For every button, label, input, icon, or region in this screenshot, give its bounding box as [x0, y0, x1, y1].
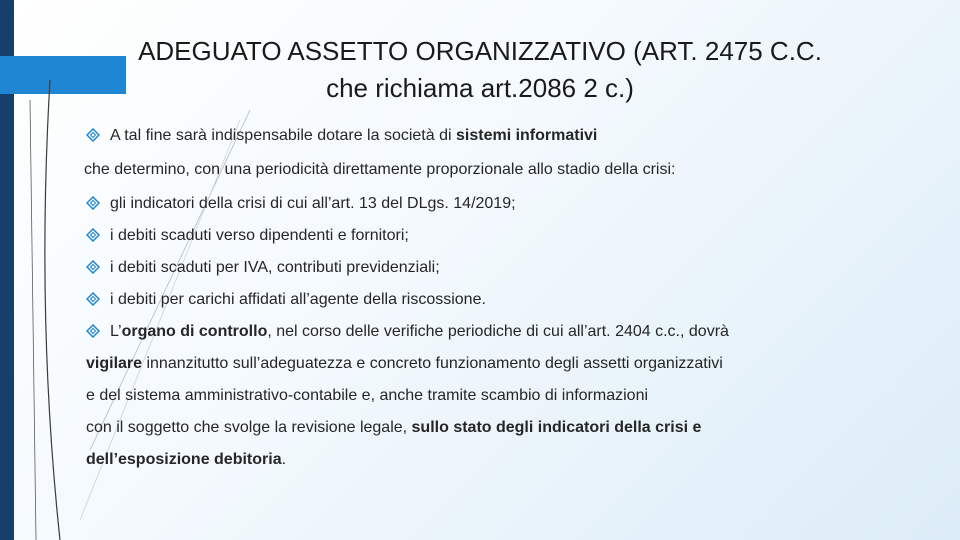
paragraph-2-bold: organo di controllo: [121, 323, 268, 340]
paragraph-1-cont-text: che determino, con una periodicità direttamente proporzionale allo stadio della crisi:: [84, 161, 676, 178]
diamond-outline-icon: [86, 128, 100, 142]
paragraph-2-text: .: [281, 451, 287, 468]
paragraph-2-text: e del sistema amministrativo-contabile e, anche tramite scambio di informazioni: [86, 387, 649, 404]
paragraph-2-bold: sullo stato degli indicatori della crisi e: [411, 419, 702, 436]
diamond-outline-icon: [86, 292, 100, 306]
list-item-text: i debiti scaduti verso dipendenti e fornitori;: [110, 227, 409, 244]
slide-body: [86, 120, 926, 476]
diamond-outline-icon: [86, 324, 100, 338]
list-item-text: i debiti scaduti per IVA, contributi previdenziali;: [110, 259, 440, 276]
paragraph-2-bold: dell’esposizione debitoria: [86, 451, 282, 468]
paragraph-2-text: con il soggetto che svolge la revisione legale,: [86, 419, 412, 436]
title-line-1: ADEGUATO ASSETTO ORGANIZZATIVO (ART. 2475 C.C.: [138, 36, 822, 66]
paragraph-2-text: L’: [110, 323, 122, 340]
list-item: [86, 252, 926, 284]
title-line-2: che richiama art.2086 2 c.): [326, 73, 634, 103]
paragraph-2-text: innanzitutto sull’adeguatezza e concreto funzionamento degli assetti organizzativi: [142, 355, 723, 372]
list-item: [86, 188, 926, 220]
paragraph-2-line-3: [86, 380, 926, 412]
paragraph-1-bold: sistemi informativi: [456, 127, 598, 144]
paragraph-2-line-4: [86, 412, 926, 444]
diamond-outline-icon: [86, 260, 100, 274]
list-item-text: gli indicatori della crisi di cui all’art. 13 del DLgs. 14/2019;: [110, 195, 516, 212]
list-item: [86, 284, 926, 316]
diamond-outline-icon: [86, 228, 100, 242]
paragraph-1-cont: [84, 154, 926, 186]
paragraph-2-bold: vigilare: [86, 355, 143, 372]
paragraph-2-line-2: [86, 348, 926, 380]
paragraph-2-line-5: [86, 444, 926, 476]
paragraph-1-text: A tal fine sarà indispensabile dotare la società di: [110, 127, 456, 144]
list-item-text: i debiti per carichi affidati all’agente della riscossione.: [110, 291, 486, 308]
diamond-outline-icon: [86, 196, 100, 210]
slide-title: [40, 33, 920, 107]
list-item: [86, 220, 926, 252]
paragraph-2: [86, 316, 926, 348]
paragraph-2-text: , nel corso delle verifiche periodiche di cui all’art. 2404 c.c., dovrà: [267, 323, 729, 340]
paragraph-1: [86, 120, 926, 152]
